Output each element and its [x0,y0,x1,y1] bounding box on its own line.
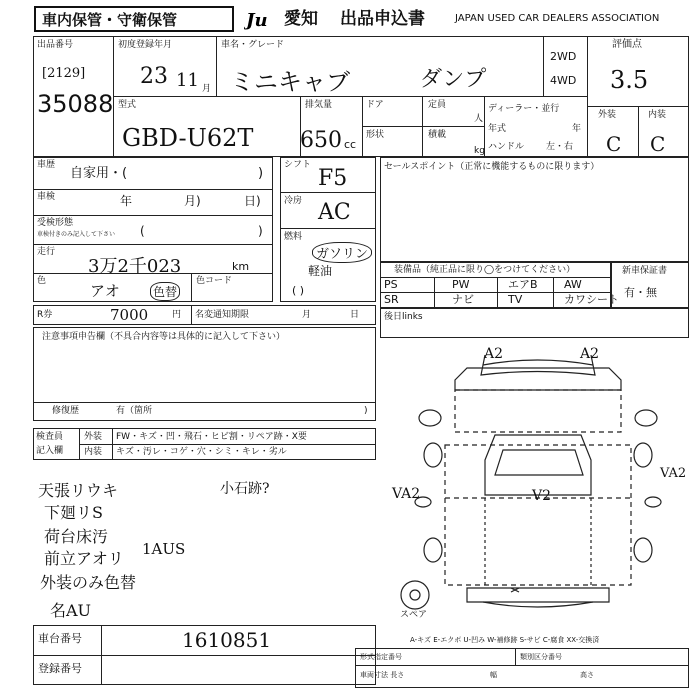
mileage-unit: km [232,260,250,273]
first-reg-month: 11 [176,70,199,91]
drive-2wd: 2WD [550,50,577,63]
recycle-value: 7000 [110,306,149,324]
storage-stamp [34,6,234,32]
spare-label: スペア [400,610,428,620]
inspector-int-tag: 内装 [84,447,103,457]
inspection-sub: 車検付きのみ記入して下さい [37,231,116,238]
first-reg-label: 初度登録年月 [118,40,173,50]
shaken-year: 年 [120,194,133,208]
disp-label: 排気量 [305,100,333,110]
damage-v2: V2 [532,488,552,504]
svg-text:Ju: Ju [246,10,268,30]
ext-rating-label: 外装 [598,110,617,120]
damage-va2-right: VA2 [660,466,687,481]
handle-label: ハンドル [488,142,525,152]
fuel-diesel: 軽油 [308,264,333,278]
dealer-year-suffix: 年 [572,124,582,134]
size-width-label: 幅 [490,671,497,679]
remark-line: 下廻リS [44,503,103,522]
ext-rating-value: C [606,132,622,156]
lot-number: 35088 [37,90,114,118]
transfer-month: 月 [302,310,312,320]
chassis-label: 車台番号 [38,632,82,645]
recycle-label: R券 [37,310,53,320]
equipment-item: PS [384,278,398,291]
color-value: アオ [90,282,120,300]
equipment-label: 装備品（純正品に限り◯をつけてください） [394,265,576,275]
association-logo [244,8,284,30]
fuel-gasoline: ガソリン [312,242,372,263]
transfer-day: 日 [350,310,360,320]
equipment-item: SR [384,293,399,306]
stone-note: 小石跡? [220,481,270,497]
damage-a2-left: A2 [484,346,504,362]
dealer-parallel: ディーラー・並行 [488,104,560,114]
int-rating-label: 内装 [648,110,667,120]
first-reg-month-suffix: 月 [202,84,212,94]
equipment-item: ナビ [452,293,474,306]
drive-4wd: 4WD [550,74,577,87]
lot-label: 出品番号 [37,40,74,50]
inspection-open: ( [140,224,145,238]
equipment-item: PW [452,278,470,291]
reg-label: 登録番号 [38,662,82,675]
inspector-label-1: 検査員 [36,432,64,442]
fuel-label: 燃料 [284,232,303,242]
chassis-value: 1610851 [182,628,272,652]
mileage-label: 走行 [37,247,56,257]
color-code-label: 色コード [196,276,233,286]
shape-label: 形状 [366,130,385,140]
shift-value: F5 [318,166,348,191]
inspector-ext-tag: 外装 [84,432,103,442]
rating-label: 評価点 [612,39,642,50]
inspection-label: 受検形態 [37,218,74,228]
inspection-close: ) [258,224,263,238]
disp-unit: cc [344,138,357,151]
capacity-label: 定員 [428,100,447,110]
later-label: 後日links [384,312,423,322]
form-code-label: 形式指定番号 [360,653,402,661]
mileage-value: 3万2千023 [88,256,182,277]
load-label: 積載 [428,130,447,140]
inspector-int: キズ・汚レ・コゲ・穴・シミ・キレ・劣ル [116,447,287,457]
shaken-day: 日) [244,194,261,208]
model-grade-value: ダンプ [420,67,487,92]
door-label: ドア [366,100,384,110]
history-label: 車歴 [37,160,56,170]
later-box [380,308,689,338]
model-name-label: 車名・グレード [221,40,285,50]
association-name: JAPAN USED CAR DEALERS ASSOCIATION [455,13,660,24]
storage-stamp-text: 車内保管・守衛保管 [42,11,178,29]
inspector-label-2: 記入欄 [36,446,64,456]
shift-label: シフト [284,160,312,170]
int-rating-value: C [650,132,666,156]
form-title: 出品申込書 [340,9,425,29]
damage-va2-left: VA2 [392,486,421,502]
vehicle-diagram [385,340,690,625]
damage-a2-right: A2 [580,346,600,362]
size-height-label: 高さ [580,671,594,679]
equipment-item: AW [564,278,582,291]
warranty-label: 新車保証書 [622,266,668,276]
ju-logo-icon [244,8,284,30]
remark-line: 天張リウキ [38,481,119,500]
equipment-item: カワシート [564,293,619,306]
lot-bracket: [2129] [42,66,86,81]
remark-line: 荷台床汚 [44,527,109,546]
remark-line: 前立アオリ [44,549,124,568]
logo-text: 愛知 [284,9,318,29]
type-value: GBD-U62T [122,124,254,152]
color-label: 色 [37,276,47,286]
rating-value: 3.5 [610,66,649,94]
equipment-item: エアB [508,278,538,291]
capacity-unit: 人 [474,114,484,124]
notes-label: 注意事項申告欄（不具合内容等は具体的に記入して下さい） [42,332,286,342]
transfer-label: 名変通知期限 [195,310,250,320]
history-close: ) [258,166,264,181]
warranty-value: 有・無 [624,286,657,299]
disp-value: 650 [300,128,342,153]
size-length-label: 車両寸法 長さ [360,671,405,679]
first-reg-value: 23 [140,64,168,89]
dealer-year-label: 年式 [488,124,507,134]
repair-value: 有（箇所 [116,406,153,416]
remark-line: 外装のみ色替 [40,573,137,592]
shaken-label: 車検 [37,192,56,202]
history-value: 自家用・( [70,166,128,181]
sales-point-label: セールスポイント（正常に機能するものに限ります） [384,162,600,172]
model-name-value: ミニキャブ [230,68,350,96]
aircon-value: AC [318,200,351,225]
type-label: 型式 [118,100,137,110]
repair-close: ) [364,406,368,416]
sales-point-box [380,157,689,262]
repair-label: 修復歴 [52,406,80,416]
load-unit: kg [474,146,485,156]
damage-legend: A-キズ E-エクボ U-凹み W-補修跡 S-サビ C-腐食 XX-交換済 [410,636,600,644]
aircon-label: 冷房 [284,196,303,206]
recycle-unit: 円 [172,310,182,320]
fuel-other: ( ) [292,284,305,297]
truck-outline-diagram [385,340,690,625]
inspector-ext: FW・キズ・凹・飛石・ヒビ割・リペア跡・X要 [116,432,307,442]
shaken-month: 月) [184,194,201,208]
color-note: 色替 [150,282,180,301]
equipment-item: TV [508,293,523,306]
remark-extra: 1AUS [142,540,186,558]
remark-line: 名AU [50,601,92,620]
class-code-label: 類別区分番号 [520,653,562,661]
handle-lr: 左・右 [546,142,574,152]
